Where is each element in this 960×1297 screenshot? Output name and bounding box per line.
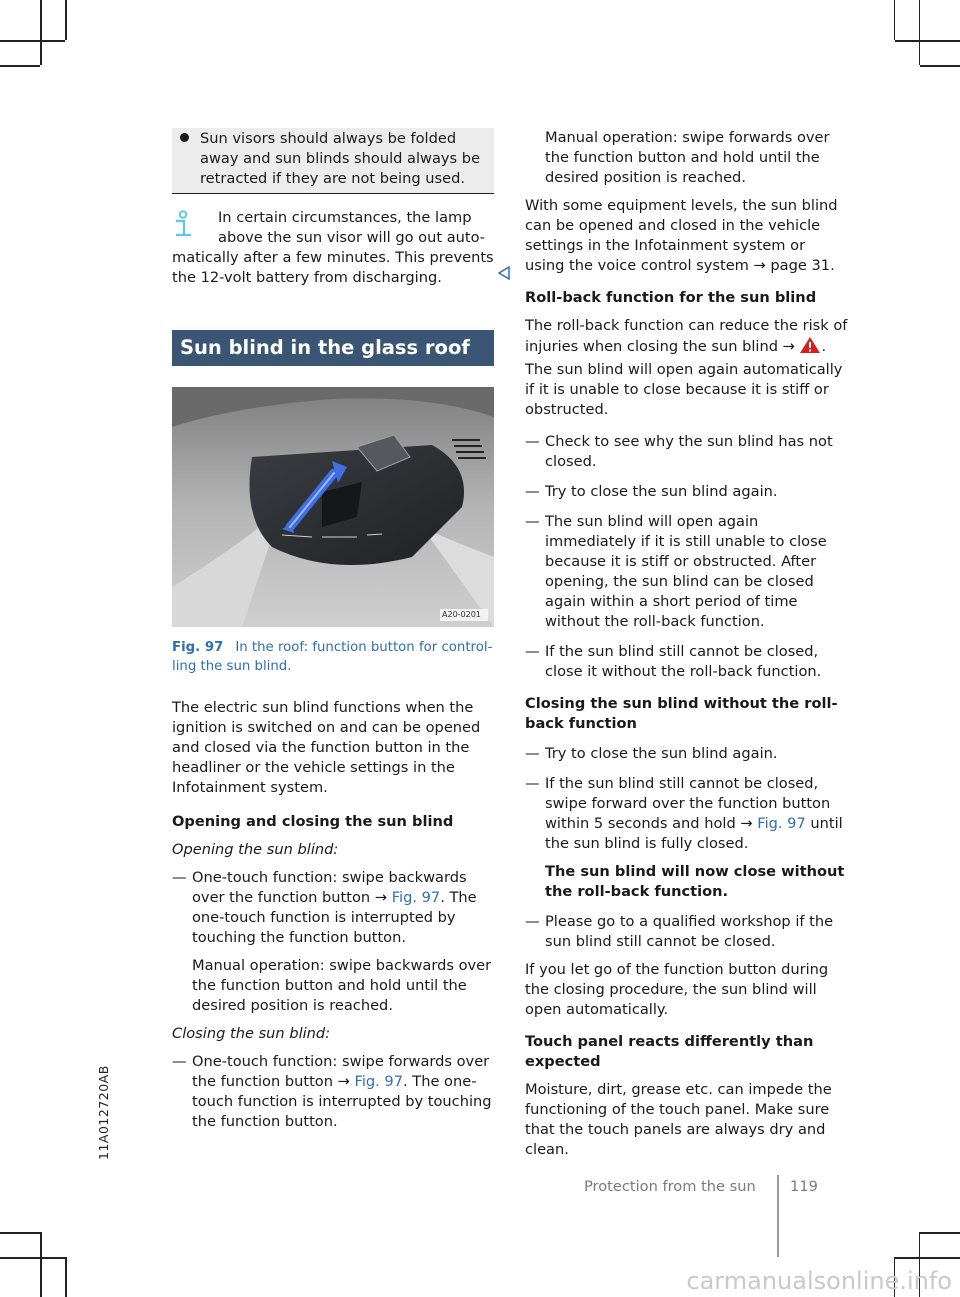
crop-mark	[0, 1232, 40, 1234]
rollback-text: The roll-back function can reduce the risk of injuries when closing the sun blind	[525, 317, 848, 355]
opening-onetouch-text-end: . The one-touch function is interrupted by touching the function button.	[192, 889, 477, 946]
closing-manual-text: Manual operation: swipe forwards over the function button and hold until the desired position is reached.	[545, 129, 830, 186]
dash-mark: —	[525, 643, 540, 660]
closing-onetouch-text-end: . The one-touch function is interrupted by touching the function button.	[192, 1073, 492, 1130]
figure-link[interactable]: Fig. 97	[391, 889, 441, 906]
figure-link[interactable]: Fig. 97	[757, 815, 806, 832]
bullet-icon	[180, 133, 189, 142]
dash-mark: —	[172, 869, 187, 886]
list-item	[525, 512, 849, 632]
arrow-right-icon: →	[337, 1073, 350, 1090]
dash-mark: —	[525, 433, 540, 450]
crop-mark	[0, 1257, 65, 1259]
rollback-step: Try to close the sun blind again.	[545, 483, 778, 500]
without-rollback-heading: Closing the sun blind without the roll-back function	[525, 695, 838, 732]
info-note	[172, 208, 494, 288]
note-text-first: In certain circumstances, the lamp above the sun visor will go out auto-	[218, 209, 486, 246]
list-item	[172, 868, 494, 1016]
list-item	[525, 432, 849, 472]
arrow-right-icon: →	[740, 815, 753, 832]
list-item	[525, 642, 849, 682]
opening-label: Opening the sun blind:	[172, 841, 339, 858]
warning-triangle-icon[interactable]	[799, 336, 821, 360]
list-item	[525, 774, 849, 902]
crop-mark	[895, 1257, 960, 1259]
list-item	[525, 482, 849, 502]
arrow-right-icon: →	[753, 257, 766, 274]
closing-onetouch-text: One-touch function: swipe forwards over the function button	[192, 1053, 490, 1090]
crop-mark	[0, 40, 65, 42]
dash-mark: —	[525, 745, 540, 762]
opening-onetouch-text: One-touch function: swipe backwards over the function button	[192, 869, 467, 906]
crop-mark	[919, 0, 921, 65]
watermark: carmanualsonline.info	[686, 1267, 952, 1295]
info-icon	[172, 210, 194, 246]
page-link[interactable]: page 31	[770, 257, 831, 274]
without-step: Try to close the sun blind again.	[545, 745, 778, 762]
settings-paragraph: With some equipment levels, the sun blind can be opened and closed in the vehicle settings in the Infotainment system or using the voice control system → page 31.	[525, 197, 838, 274]
crop-mark	[0, 65, 40, 67]
page-number: 119	[790, 1178, 818, 1195]
rollback-step: If the sun blind still cannot be closed, close it without the roll-back function.	[545, 643, 822, 680]
footer-divider	[777, 1175, 779, 1257]
dash-mark: —	[525, 483, 540, 500]
dash-mark: —	[525, 513, 540, 530]
crop-mark	[920, 65, 960, 67]
warning-text: Sun visors should always be folded away and sun blinds should always be retracted if they are not being used.	[200, 130, 481, 187]
right-column	[525, 128, 849, 1160]
dash-mark: —	[172, 1053, 187, 1070]
settings-text: With some equipment levels, the sun blind can be opened and closed in the vehicle settings in the Infotainment system or using the voice control system	[525, 197, 838, 274]
footer-section: Protection from the sun	[584, 1178, 756, 1195]
crop-mark	[65, 0, 67, 40]
dash-mark: —	[525, 775, 540, 792]
warning-box	[172, 128, 494, 194]
list-item	[525, 744, 849, 764]
touch-panel-text: Moisture, dirt, grease etc. can impede the functioning of the touch panel. Make sure that the touch panels are always dry and clean.	[525, 1081, 832, 1158]
rollback-step: The sun blind will open again immediately if it is still unable to close because it is stiff or obstructed. After opening, the sun blind can be closed again within a short period of time without the roll-back function.	[545, 513, 827, 630]
without-step-text-end: until the sun blind is fully closed.	[545, 815, 843, 852]
crop-mark	[920, 1232, 960, 1234]
without-step: Please go to a qualified workshop if the sun blind still cannot be closed.	[545, 913, 834, 950]
without-result-text: The sun blind will now close without the roll-back function.	[545, 863, 845, 900]
crop-mark	[40, 1232, 42, 1297]
without-step-text: If the sun blind still cannot be closed, swipe forward over the function button within 5 seconds and hold	[545, 775, 831, 832]
letgo-paragraph: If you let go of the function button during the closing procedure, the sun blind will open automatically.	[525, 961, 829, 1018]
document-code: 11A012720AB	[96, 1065, 111, 1160]
figure-image-code: A20-0201	[442, 610, 481, 619]
touch-panel-heading: Touch panel reacts differently than expected	[525, 1033, 814, 1070]
intro-paragraph: The electric sun blind functions when the ignition is switched on and can be opened and closed via the function button in the headliner or the vehicle settings in the Infotainment system.	[172, 699, 481, 796]
note-text-rest: matically after a few minutes. This prevents the 12-volt battery from discharging.	[172, 249, 494, 286]
dash-mark: —	[525, 913, 540, 930]
figure-caption-text: In the roof: function button for controlling the sun blind.	[172, 640, 493, 674]
heading-open-close: Opening and closing the sun blind	[172, 813, 454, 830]
crop-mark	[40, 0, 42, 65]
arrow-right-icon: →	[782, 338, 795, 355]
figure-caption	[172, 638, 494, 676]
list-item	[172, 1052, 494, 1132]
end-of-section-icon	[498, 265, 510, 284]
left-column-top	[172, 128, 494, 288]
rollback-paragraph	[525, 316, 849, 420]
section-title: Sun blind in the glass roof	[172, 330, 494, 366]
figure-photo	[172, 387, 494, 627]
list-item	[525, 912, 849, 952]
crop-mark	[894, 0, 896, 40]
crop-mark	[65, 1257, 67, 1297]
rollback-heading: Roll-back function for the sun blind	[525, 289, 817, 306]
crop-mark	[895, 40, 960, 42]
rollback-step: Check to see why the sun blind has not closed.	[545, 433, 833, 470]
figure-link[interactable]: Fig. 97	[354, 1073, 403, 1090]
left-column-body	[172, 698, 494, 1132]
arrow-right-icon: →	[374, 889, 388, 906]
rollback-text-end: . The sun blind will open again automatically if it is unable to close because it is stiff or obstructed.	[525, 338, 843, 418]
closing-label: Closing the sun blind:	[172, 1025, 331, 1042]
figure-caption-label: Fig. 97	[172, 640, 224, 655]
opening-manual-text: Manual operation: swipe backwards over the function button and hold until the desired position is reached.	[192, 957, 492, 1014]
